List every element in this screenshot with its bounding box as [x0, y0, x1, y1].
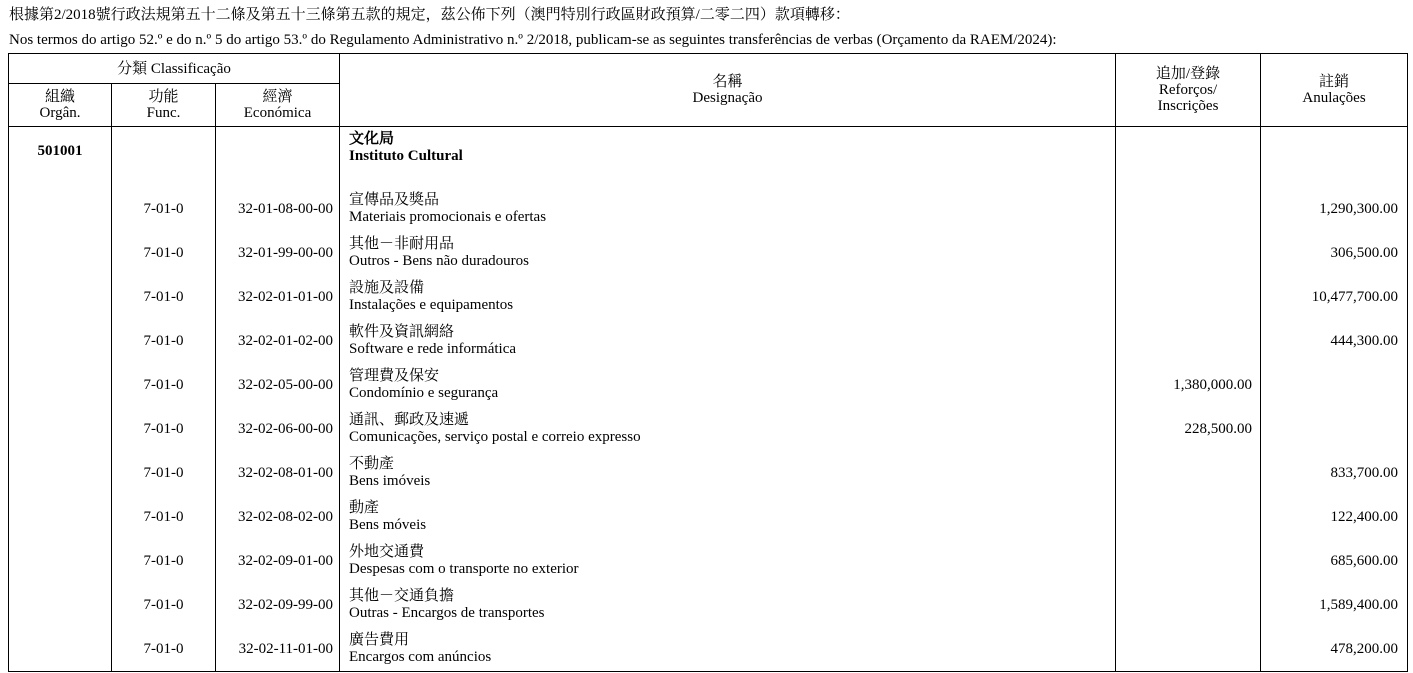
row-designation: [340, 231, 1116, 275]
organ-reinforcement-cell: [1116, 127, 1261, 188]
annulments-header-zh: 註銷: [1319, 74, 1350, 90]
table-row: [9, 627, 1408, 672]
annulments-header-pt: Anulações: [1302, 90, 1366, 106]
row-designation: [340, 363, 1116, 407]
row-reinforcement-amount: 1,380,000.00: [1116, 363, 1261, 407]
budget-transfer-table: [8, 53, 1408, 672]
classification-header: 分類 Classificação: [9, 54, 340, 84]
row-designation-pt: Bens móveis: [349, 517, 427, 533]
row-economic-code: 32-02-09-99-00: [216, 583, 340, 627]
row-annulment-amount: 122,400.00: [1261, 495, 1408, 539]
row-reinforcement-amount: [1116, 627, 1261, 672]
row-designation-zh: 宣傳品及獎品: [349, 192, 440, 208]
table-row: [9, 407, 1408, 451]
row-designation: [340, 275, 1116, 319]
table-row: [9, 275, 1408, 319]
row-designation-pt: Materiais promocionais e ofertas: [349, 209, 547, 225]
row-economic-code: 32-02-01-01-00: [216, 275, 340, 319]
row-organ-cell: [9, 583, 112, 627]
row-reinforcement-amount: [1116, 539, 1261, 583]
row-economic-code: 32-02-08-01-00: [216, 451, 340, 495]
row-designation: [340, 627, 1116, 672]
row-function-code: 7-01-0: [112, 627, 216, 672]
row-economic-code: 32-02-11-01-00: [216, 627, 340, 672]
row-designation-pt: Despesas com o transporte no exterior: [349, 561, 579, 577]
row-designation: [340, 187, 1116, 231]
designation-header: [340, 54, 1116, 127]
row-designation: [340, 583, 1116, 627]
row-reinforcement-amount: [1116, 187, 1261, 231]
row-designation-pt: Outras - Encargos de transportes: [349, 605, 545, 621]
designation-header-pt: Designação: [692, 90, 763, 106]
row-annulment-amount: 685,600.00: [1261, 539, 1408, 583]
row-designation: [340, 319, 1116, 363]
reinforcements-header-pt1: Reforços/: [1158, 82, 1218, 98]
row-function-code: 7-01-0: [112, 583, 216, 627]
row-annulment-amount: 306,500.00: [1261, 231, 1408, 275]
row-designation-zh: 其他－交通負擔: [349, 588, 455, 604]
organ-code: 501001: [9, 127, 112, 188]
row-designation-pt: Software e rede informática: [349, 341, 517, 357]
table-row: [9, 187, 1408, 231]
organ-function-cell: [112, 127, 216, 188]
row-function-code: 7-01-0: [112, 451, 216, 495]
row-designation: [340, 539, 1116, 583]
row-designation-pt: Outros - Bens não duradouros: [349, 253, 529, 269]
row-function-code: 7-01-0: [112, 275, 216, 319]
row-designation: [340, 495, 1116, 539]
row-organ-cell: [9, 407, 112, 451]
row-function-code: 7-01-0: [112, 231, 216, 275]
row-organ-cell: [9, 187, 112, 231]
row-function-code: 7-01-0: [112, 539, 216, 583]
intro-text-portuguese: Nos termos do artigo 52.º e do n.º 5 do artigo 53.º do Regulamento Administrativo n.º 2/2018, publicam-se as seguintes transferências de verbas (Orçamento da RAEM/2024):: [9, 32, 1057, 48]
row-designation-pt: Condomínio e segurança: [349, 385, 499, 401]
row-designation: [340, 407, 1116, 451]
row-economic-code: 32-02-06-00-00: [216, 407, 340, 451]
table-row: [9, 319, 1408, 363]
row-reinforcement-amount: [1116, 231, 1261, 275]
row-designation-zh: 動產: [349, 500, 380, 516]
row-annulment-amount: 1,290,300.00: [1261, 187, 1408, 231]
row-organ-cell: [9, 451, 112, 495]
intro-text-chinese: 根據第2/2018號行政法規第五十二條及第五十三條第五款的規定，茲公佈下列（澳門特別行政區財政預算/二零二四）款項轉移：: [9, 7, 850, 23]
row-annulment-amount: 833,700.00: [1261, 451, 1408, 495]
row-annulment-amount: [1261, 407, 1408, 451]
row-function-code: 7-01-0: [112, 319, 216, 363]
row-annulment-amount: 478,200.00: [1261, 627, 1408, 672]
row-designation-zh: 其他－非耐用品: [349, 236, 455, 252]
organ-header-zh: 組織: [44, 89, 75, 105]
table-row: [9, 363, 1408, 407]
row-reinforcement-amount: [1116, 495, 1261, 539]
economic-header-pt: Económica: [243, 105, 312, 121]
row-organ-cell: [9, 539, 112, 583]
row-designation-pt: Comunicações, serviço postal e correio expresso: [349, 429, 641, 445]
economic-header-zh: 經濟: [262, 89, 293, 105]
row-reinforcement-amount: [1116, 583, 1261, 627]
row-designation-pt: Encargos com anúncios: [349, 649, 492, 665]
row-designation-zh: 外地交通費: [349, 544, 425, 560]
organ-economic-cell: [216, 127, 340, 188]
designation-header-zh: 名稱: [712, 74, 743, 90]
row-function-code: 7-01-0: [112, 187, 216, 231]
table-row: [9, 539, 1408, 583]
table-row: [9, 583, 1408, 627]
row-designation-zh: 廣告費用: [349, 632, 410, 648]
organ-name: [340, 127, 1116, 188]
row-annulment-amount: 444,300.00: [1261, 319, 1408, 363]
annulments-header: [1261, 54, 1408, 127]
organ-annulment-cell: [1261, 127, 1408, 188]
row-reinforcement-amount: [1116, 319, 1261, 363]
organ-header: [9, 84, 112, 127]
row-annulment-amount: [1261, 363, 1408, 407]
row-function-code: 7-01-0: [112, 495, 216, 539]
row-designation-zh: 設施及設備: [349, 280, 425, 296]
reinforcements-header: [1116, 54, 1261, 127]
reinforcements-header-pt2: Inscrições: [1157, 98, 1219, 114]
row-annulment-amount: 1,589,400.00: [1261, 583, 1408, 627]
function-header: [112, 84, 216, 127]
organ-header-pt: Orgân.: [39, 105, 81, 121]
row-designation-pt: Bens imóveis: [349, 473, 431, 489]
row-economic-code: 32-02-05-00-00: [216, 363, 340, 407]
reinforcements-header-zh: 追加/登錄: [1155, 66, 1221, 82]
row-reinforcement-amount: [1116, 451, 1261, 495]
organ-row: [9, 127, 1408, 188]
row-designation-zh: 通訊、郵政及速遞: [349, 412, 470, 428]
row-organ-cell: [9, 495, 112, 539]
row-economic-code: 32-02-09-01-00: [216, 539, 340, 583]
table-row: [9, 451, 1408, 495]
row-designation-zh: 不動產: [349, 456, 395, 472]
row-designation-zh: 管理費及保安: [349, 368, 440, 384]
function-header-zh: 功能: [148, 89, 179, 105]
row-organ-cell: [9, 231, 112, 275]
row-designation: [340, 451, 1116, 495]
row-economic-code: 32-01-99-00-00: [216, 231, 340, 275]
row-reinforcement-amount: [1116, 275, 1261, 319]
row-economic-code: 32-02-01-02-00: [216, 319, 340, 363]
table-row: [9, 495, 1408, 539]
economic-header: [216, 84, 340, 127]
function-header-pt: Func.: [146, 105, 181, 121]
row-reinforcement-amount: 228,500.00: [1116, 407, 1261, 451]
organ-name-zh: 文化局: [349, 131, 395, 147]
row-organ-cell: [9, 319, 112, 363]
table-row: [9, 231, 1408, 275]
row-organ-cell: [9, 275, 112, 319]
organ-name-pt: Instituto Cultural: [349, 148, 463, 164]
row-organ-cell: [9, 627, 112, 672]
row-designation-pt: Instalações e equipamentos: [349, 297, 514, 313]
row-designation-zh: 軟件及資訊網絡: [349, 324, 455, 340]
row-organ-cell: [9, 363, 112, 407]
row-economic-code: 32-02-08-02-00: [216, 495, 340, 539]
row-function-code: 7-01-0: [112, 363, 216, 407]
row-annulment-amount: 10,477,700.00: [1261, 275, 1408, 319]
row-economic-code: 32-01-08-00-00: [216, 187, 340, 231]
row-function-code: 7-01-0: [112, 407, 216, 451]
